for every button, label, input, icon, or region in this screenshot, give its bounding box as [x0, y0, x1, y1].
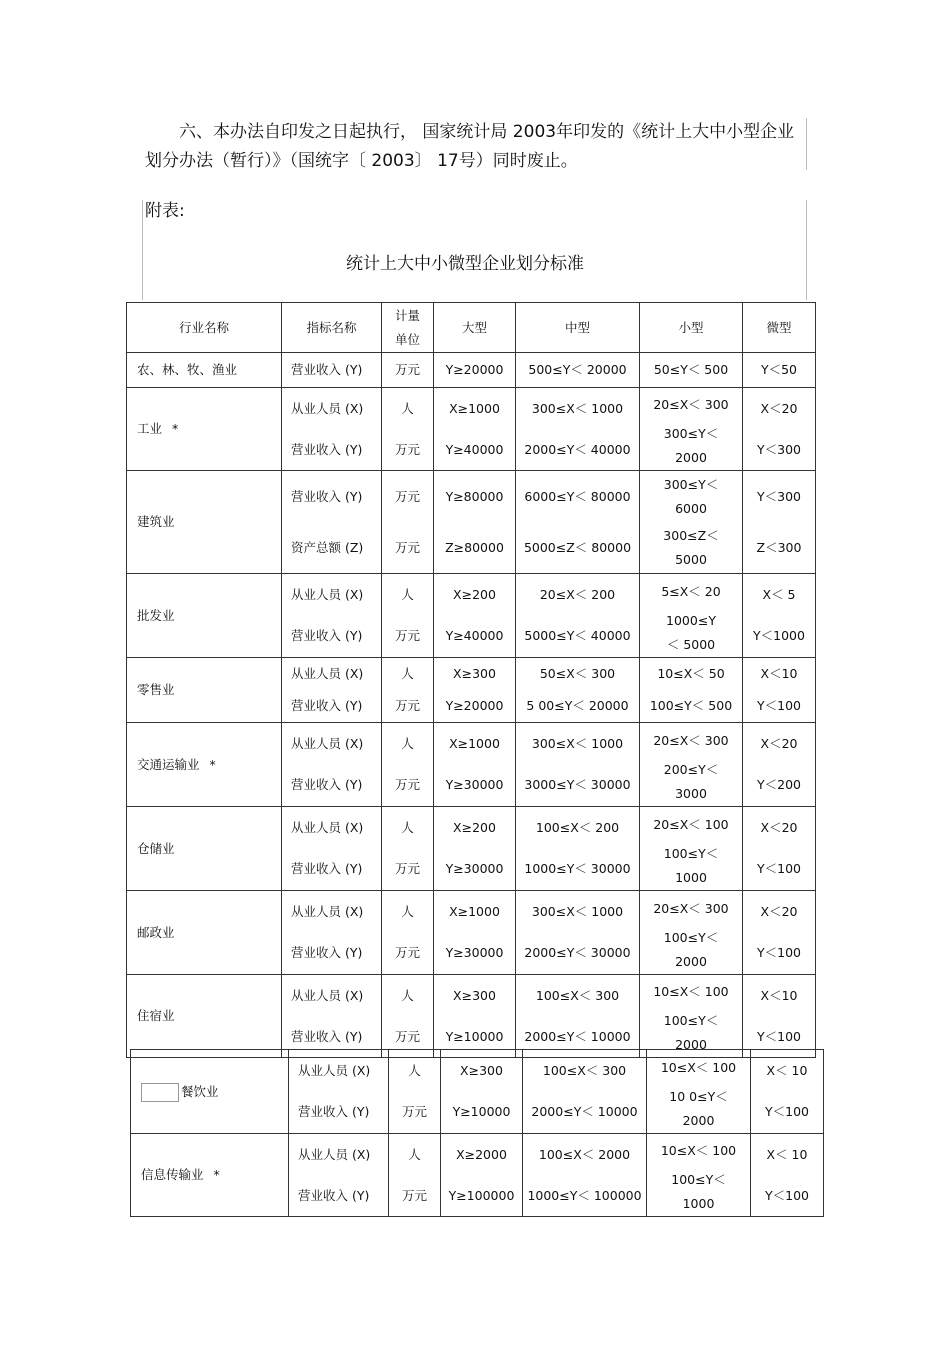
large-value: Y≥30000	[445, 777, 504, 793]
unit-cell	[389, 1134, 441, 1217]
large-value: Z≥80000	[445, 539, 504, 555]
micro-value: Y＜100	[757, 861, 801, 877]
micro-value: Y＜300	[757, 441, 801, 457]
table-row	[127, 891, 816, 975]
micro-value: X＜20	[760, 903, 798, 919]
unit-value: 人	[401, 586, 414, 602]
small-cell	[640, 353, 743, 388]
unit-cell	[382, 658, 434, 723]
medium-value: 1000≤Y＜ 100000	[527, 1187, 642, 1203]
header-unit: 计量单位	[382, 303, 434, 353]
large-cell	[441, 1134, 523, 1217]
attachment-label: 附表:	[145, 201, 185, 221]
small-cell	[640, 723, 743, 807]
small-value: 5≤X＜ 20	[661, 583, 721, 599]
indicator-value: 营业收入 (Y)	[291, 488, 363, 504]
unit-value: 万元	[394, 539, 420, 555]
small-value: 300≤Y＜ 2000	[663, 426, 719, 465]
indicator-cell	[282, 975, 382, 1058]
large-value: Y≥40000	[445, 441, 504, 457]
small-cell	[640, 574, 743, 658]
indicator-value: 从业人员 (X)	[291, 987, 364, 1003]
large-cell	[434, 891, 516, 975]
unit-cell	[382, 388, 434, 471]
medium-cell	[516, 807, 640, 891]
classification-table	[126, 302, 816, 1058]
medium-value: 300≤X＜ 1000	[531, 400, 624, 416]
industry-cell	[127, 658, 282, 723]
unit-value: 人	[401, 666, 414, 681]
medium-value: 20≤X＜ 200	[539, 586, 616, 602]
header-indicator: 指标名称	[282, 303, 382, 353]
industry-cell	[127, 353, 282, 388]
unit-value: 万元	[394, 945, 420, 961]
medium-value: 300≤X＜ 1000	[531, 903, 624, 919]
medium-value: 100≤X＜ 300	[542, 1062, 627, 1078]
unit-value: 人	[401, 819, 414, 835]
table-title: 统计上大中小微型企业划分标准	[346, 254, 584, 274]
large-cell	[434, 388, 516, 471]
industry-name: 餐饮业	[181, 1083, 219, 1099]
large-cell	[434, 723, 516, 807]
industry-cell	[131, 1134, 289, 1217]
small-value: 300≤Z＜ 5000	[663, 527, 719, 567]
micro-value: X＜20	[760, 819, 798, 835]
micro-cell	[743, 574, 816, 658]
large-cell	[434, 975, 516, 1058]
small-value: 10 0≤Y＜ 2000	[669, 1089, 728, 1128]
large-value: X≥200	[453, 819, 496, 835]
large-value: Y≥10000	[445, 1028, 504, 1044]
medium-cell	[523, 1050, 647, 1134]
micro-cell	[743, 353, 816, 388]
indicator-value: 营业收入 (Y)	[291, 628, 363, 644]
unit-cell	[382, 574, 434, 658]
unit-value: 万元	[401, 1104, 427, 1120]
large-value: X≥1000	[449, 735, 500, 751]
unit-value: 人	[401, 987, 414, 1003]
micro-cell	[743, 471, 816, 574]
unit-value: 万元	[394, 441, 420, 457]
medium-value: 6000≤Y＜ 80000	[524, 488, 631, 504]
unit-cell	[382, 891, 434, 975]
closing-paragraph: 六、本办法自印发之日起执行， 国家统计局 2003年印发的《统计上大中小型企业划分办法（暂行）》（国统字〔 2003〕 17号）同时废止。	[145, 122, 795, 171]
indicator-cell	[282, 807, 382, 891]
large-value: Y≥30000	[445, 861, 504, 877]
large-value: X≥300	[453, 666, 496, 681]
unit-value: 万元	[394, 777, 420, 793]
table-row	[131, 1050, 824, 1134]
large-value: X≥300	[453, 987, 496, 1003]
indicator-value: 营业收入 (Y)	[291, 861, 363, 877]
micro-value: Y＜100	[765, 1104, 809, 1120]
large-value: Y≥80000	[445, 488, 504, 504]
medium-value: 5000≤Z＜ 80000	[523, 539, 632, 555]
medium-cell	[516, 891, 640, 975]
footnote-star: *	[213, 1167, 220, 1182]
medium-cell	[523, 1134, 647, 1217]
medium-value: 100≤X＜ 300	[535, 987, 620, 1003]
large-value: Y≥10000	[452, 1104, 511, 1120]
indicator-cell	[282, 353, 382, 388]
unit-cell	[382, 723, 434, 807]
industry-name: 批发业	[137, 607, 175, 623]
small-value: 20≤X＜ 300	[653, 900, 729, 916]
unit-value: 人	[401, 400, 414, 416]
table-row	[127, 658, 816, 723]
micro-cell	[743, 807, 816, 891]
industry-cell	[127, 891, 282, 975]
small-cell	[647, 1134, 751, 1217]
large-cell	[434, 574, 516, 658]
small-cell	[640, 471, 743, 574]
micro-value: Z＜300	[756, 539, 802, 555]
micro-value: Y＜100	[765, 1187, 809, 1203]
small-cell	[640, 658, 743, 723]
micro-value: X＜ 5	[762, 586, 796, 602]
indicator-value: 营业收入 (Y)	[298, 1187, 370, 1203]
micro-value: X＜10	[760, 666, 798, 681]
industry-name: 建筑业	[137, 514, 175, 529]
small-value: 10≤X＜ 100	[660, 1143, 737, 1158]
header-micro: 微型	[743, 303, 816, 353]
micro-value: Y＜50	[760, 362, 798, 377]
large-value: X≥300	[460, 1062, 503, 1078]
table-row	[127, 807, 816, 891]
industry-name: 信息传输业	[141, 1167, 204, 1182]
indicator-cell	[282, 574, 382, 658]
large-value: X≥200	[453, 586, 496, 602]
medium-cell	[516, 723, 640, 807]
indicator-value: 从业人员 (X)	[291, 586, 364, 602]
small-value: 100≤Y＜ 2000	[663, 1013, 719, 1052]
small-value: 100≤Y＜ 1000	[663, 846, 719, 885]
small-value: 50≤Y＜ 500	[653, 362, 729, 377]
small-value: 10≤X＜ 50	[657, 666, 725, 681]
small-cell	[640, 388, 743, 471]
indicator-value: 营业收入 (Y)	[298, 1104, 370, 1120]
large-cell	[434, 471, 516, 574]
indicator-cell	[282, 891, 382, 975]
indicator-cell	[289, 1134, 389, 1217]
header-row	[127, 303, 816, 353]
indicator-value: 营业收入 (Y)	[291, 441, 363, 457]
header-small: 小型	[640, 303, 743, 353]
indicator-value: 从业人员 (X)	[291, 666, 364, 681]
small-value: 20≤X＜ 300	[653, 397, 729, 412]
micro-value: X＜ 10	[766, 1146, 808, 1162]
indicator-value: 从业人员 (X)	[298, 1062, 371, 1078]
footnote-star: *	[209, 756, 216, 772]
indicator-value: 营业收入 (Y)	[291, 945, 363, 961]
unit-value: 万元	[394, 861, 420, 877]
industry-name: 仓储业	[137, 840, 175, 856]
unit-cell	[382, 353, 434, 388]
industry-cell	[127, 388, 282, 471]
medium-value: 2000≤Y＜ 40000	[524, 441, 631, 457]
table-row	[127, 388, 816, 471]
unit-cell	[382, 471, 434, 574]
medium-value: 2000≤Y＜ 10000	[531, 1104, 638, 1120]
classification-table-continued	[130, 1049, 824, 1217]
unit-value: 万元	[394, 362, 420, 377]
header-industry: 行业名称	[127, 303, 282, 353]
industry-name: 住宿业	[137, 1008, 175, 1023]
small-cell	[640, 891, 743, 975]
small-value: 100≤Y＜ 1000	[671, 1172, 726, 1211]
unit-value: 人	[408, 1062, 421, 1078]
indicator-value: 从业人员 (X)	[291, 819, 364, 835]
industry-name: 农、林、牧、渔业	[137, 362, 238, 377]
industry-name: 零售业	[137, 682, 175, 697]
industry-cell	[127, 471, 282, 574]
small-value: 300≤Y＜ 6000	[663, 476, 719, 516]
unit-cell	[389, 1050, 441, 1134]
small-value: 20≤X＜ 300	[653, 732, 729, 748]
unit-value: 万元	[394, 488, 420, 504]
table-row	[127, 471, 816, 574]
micro-cell	[751, 1050, 824, 1134]
large-value: Y≥100000	[448, 1187, 515, 1203]
table-row	[127, 353, 816, 388]
medium-value: 50≤X＜ 300	[539, 666, 616, 681]
medium-cell	[516, 471, 640, 574]
medium-value: 300≤X＜ 1000	[531, 735, 624, 751]
indicator-value: 营业收入 (Y)	[291, 777, 363, 793]
unit-value: 万元	[394, 628, 420, 644]
unit-cell	[382, 975, 434, 1058]
indicator-value: 营业收入 (Y)	[291, 362, 363, 377]
indicator-value: 从业人员 (X)	[291, 903, 364, 919]
blank-box	[141, 1083, 179, 1102]
medium-value: 5000≤Y＜ 40000	[524, 628, 631, 644]
micro-value: Y＜200	[757, 777, 801, 793]
medium-value: 5 00≤Y＜ 20000	[526, 698, 629, 713]
industry-cell	[127, 723, 282, 807]
small-cell	[640, 807, 743, 891]
small-value: 10≤X＜ 100	[653, 984, 729, 999]
micro-value: Y＜100	[757, 698, 801, 713]
industry-name: 交通运输业	[137, 756, 200, 772]
industry-name: 工业	[137, 421, 163, 436]
large-value: Y≥20000	[445, 698, 504, 713]
unit-value: 人	[408, 1146, 421, 1162]
medium-value: 1000≤Y＜ 30000	[524, 861, 631, 877]
medium-cell	[516, 388, 640, 471]
medium-value: 500≤Y＜ 20000	[528, 362, 627, 377]
micro-cell	[743, 658, 816, 723]
indicator-cell	[289, 1050, 389, 1134]
medium-cell	[516, 975, 640, 1058]
micro-value: X＜20	[760, 400, 798, 416]
industry-cell	[127, 807, 282, 891]
indicator-cell	[282, 723, 382, 807]
medium-value: 100≤X＜ 200	[535, 819, 620, 835]
large-value: Y≥40000	[445, 628, 504, 644]
micro-value: X＜ 10	[766, 1062, 808, 1078]
header-large: 大型	[434, 303, 516, 353]
large-value: X≥2000	[456, 1146, 507, 1162]
unit-value: 人	[401, 903, 414, 919]
large-value: X≥1000	[449, 400, 500, 416]
unit-value: 万元	[394, 1028, 420, 1044]
indicator-value: 营业收入 (Y)	[291, 698, 363, 713]
small-value: 100≤Y＜ 2000	[663, 930, 719, 969]
medium-value: 100≤X＜ 2000	[538, 1146, 631, 1162]
medium-value: 2000≤Y＜ 10000	[524, 1028, 631, 1044]
indicator-cell	[282, 388, 382, 471]
small-value: 100≤Y＜ 500	[649, 698, 733, 713]
indicator-value: 从业人员 (X)	[291, 400, 364, 416]
micro-cell	[743, 975, 816, 1058]
medium-cell	[516, 658, 640, 723]
micro-value: X＜20	[760, 735, 798, 751]
margin-line	[806, 118, 807, 170]
medium-value: 2000≤Y＜ 30000	[524, 945, 631, 961]
medium-cell	[516, 353, 640, 388]
small-cell	[640, 975, 743, 1058]
unit-value: 人	[401, 735, 414, 751]
micro-value: Y＜100	[757, 945, 801, 961]
large-value: X≥1000	[449, 903, 500, 919]
indicator-cell	[282, 658, 382, 723]
medium-cell	[516, 574, 640, 658]
large-value: Y≥30000	[445, 945, 504, 961]
unit-cell	[382, 807, 434, 891]
micro-cell	[751, 1134, 824, 1217]
micro-cell	[743, 891, 816, 975]
micro-cell	[743, 388, 816, 471]
industry-cell	[131, 1050, 289, 1134]
large-value: Y≥20000	[445, 362, 504, 377]
unit-value: 万元	[401, 1187, 427, 1203]
indicator-value: 从业人员 (X)	[291, 735, 364, 751]
indicator-value: 从业人员 (X)	[298, 1146, 371, 1162]
small-value: 200≤Y＜ 3000	[663, 762, 719, 801]
industry-cell	[127, 975, 282, 1058]
micro-cell	[743, 723, 816, 807]
micro-value: Y＜100	[757, 1028, 801, 1044]
table-row	[127, 723, 816, 807]
small-value: 10≤X＜ 100	[660, 1059, 737, 1075]
indicator-cell	[282, 471, 382, 574]
small-value: 1000≤Y＜ 5000	[666, 613, 716, 652]
micro-value: Y＜1000	[753, 628, 805, 644]
small-value: 20≤X＜ 100	[653, 816, 729, 832]
large-cell	[434, 353, 516, 388]
industry-cell	[127, 574, 282, 658]
table-row	[127, 574, 816, 658]
indicator-value: 营业收入 (Y)	[291, 1028, 363, 1044]
large-cell	[434, 807, 516, 891]
industry-name: 邮政业	[137, 924, 175, 940]
medium-value: 3000≤Y＜ 30000	[524, 777, 631, 793]
table-row	[131, 1134, 824, 1217]
micro-value: X＜10	[760, 987, 798, 1003]
header-medium: 中型	[516, 303, 640, 353]
footnote-star: *	[172, 421, 179, 436]
table-row	[127, 975, 816, 1058]
small-cell	[647, 1050, 751, 1134]
large-cell	[434, 658, 516, 723]
large-cell	[441, 1050, 523, 1134]
indicator-value: 资产总额 (Z)	[291, 539, 364, 555]
micro-value: Y＜300	[757, 488, 801, 504]
unit-value: 万元	[394, 698, 420, 713]
